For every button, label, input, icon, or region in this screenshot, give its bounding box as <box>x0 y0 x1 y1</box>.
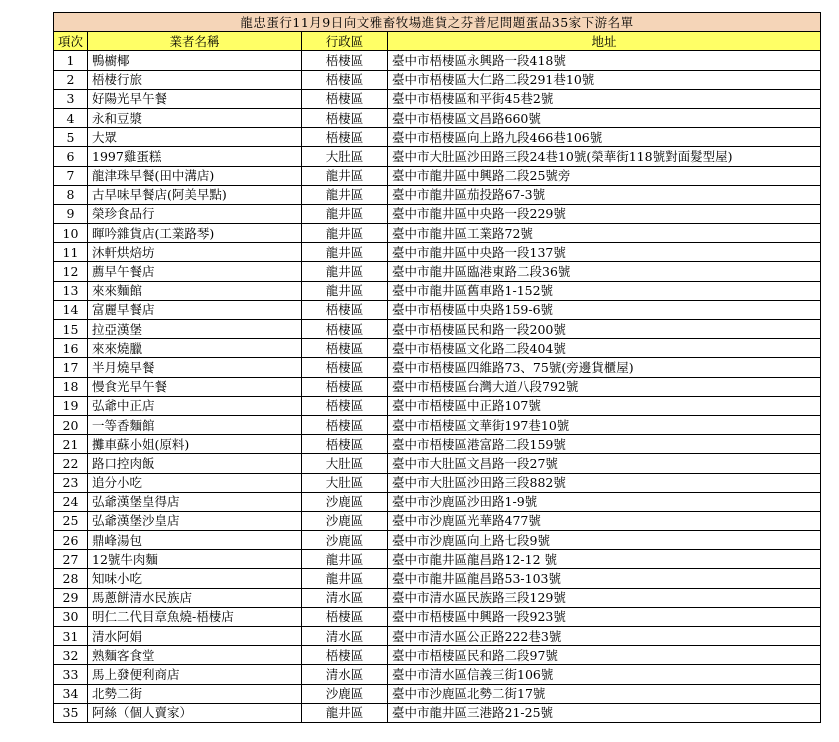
business-name-cell: 來來燒臘 <box>88 339 302 358</box>
row-number-cell: 30 <box>54 607 88 626</box>
business-name-cell: 慢食光早午餐 <box>88 377 302 396</box>
table-row <box>54 128 821 147</box>
table-row <box>54 147 821 166</box>
address-cell: 臺中市梧棲區民和路一段200號 <box>388 320 821 339</box>
address-cell: 臺中市梧棲區港富路二段159號 <box>388 435 821 454</box>
address-cell: 臺中市沙鹿區沙田路1-9號 <box>388 492 821 511</box>
address-cell: 臺中市大肚區沙田路三段24巷10號(榮華街118號對面髮型屋) <box>388 147 821 166</box>
table-row <box>54 262 821 281</box>
row-number-cell: 27 <box>54 550 88 569</box>
district-cell: 龍井區 <box>302 569 388 588</box>
business-name-cell: 拉亞漢堡 <box>88 320 302 339</box>
business-name-cell: 沐軒烘焙坊 <box>88 243 302 262</box>
table-row <box>54 473 821 492</box>
address-cell: 臺中市龍井區中興路二段25號旁 <box>388 166 821 185</box>
district-cell: 梧棲區 <box>302 300 388 319</box>
business-name-cell: 北勢二街 <box>88 684 302 703</box>
address-cell: 臺中市龍井區龍昌路12-12 號 <box>388 550 821 569</box>
row-number-cell: 26 <box>54 531 88 550</box>
row-number-cell: 29 <box>54 588 88 607</box>
address-cell: 臺中市大肚區文昌路一段27號 <box>388 454 821 473</box>
address-cell: 臺中市龍井區中央路一段229號 <box>388 204 821 223</box>
downstream-list-table <box>53 12 821 723</box>
address-cell: 臺中市沙鹿區北勢二街17號 <box>388 684 821 703</box>
row-number-cell: 19 <box>54 396 88 415</box>
row-number-cell: 16 <box>54 339 88 358</box>
business-name-cell: 大眾 <box>88 128 302 147</box>
address-cell: 臺中市梧棲區永興路一段418號 <box>388 51 821 70</box>
business-name-cell: 暉吟雜貨店(工業路琴) <box>88 224 302 243</box>
address-cell: 臺中市清水區信義三街106號 <box>388 665 821 684</box>
district-cell: 龍井區 <box>302 281 388 300</box>
business-name-cell: 12號牛肉麵 <box>88 550 302 569</box>
row-number-cell: 25 <box>54 511 88 530</box>
address-cell: 臺中市清水區民族路三段129號 <box>388 588 821 607</box>
address-cell: 臺中市龍井區工業路72號 <box>388 224 821 243</box>
business-name-cell: 半月燒早餐 <box>88 358 302 377</box>
table-row <box>54 166 821 185</box>
table-row <box>54 435 821 454</box>
district-cell: 龍井區 <box>302 224 388 243</box>
district-cell: 梧棲區 <box>302 320 388 339</box>
district-cell: 梧棲區 <box>302 377 388 396</box>
business-name-cell: 鼎峰湯包 <box>88 531 302 550</box>
district-cell: 大肚區 <box>302 473 388 492</box>
address-cell: 臺中市梧棲區中興路一段923號 <box>388 607 821 626</box>
table-row <box>54 492 821 511</box>
header-row <box>54 32 821 51</box>
district-cell: 梧棲區 <box>302 108 388 127</box>
table-row <box>54 89 821 108</box>
district-cell: 梧棲區 <box>302 435 388 454</box>
table-row <box>54 358 821 377</box>
table-row <box>54 415 821 434</box>
title-row <box>54 13 821 32</box>
table-row <box>54 607 821 626</box>
table-row <box>54 281 821 300</box>
district-cell: 清水區 <box>302 627 388 646</box>
row-number-cell: 34 <box>54 684 88 703</box>
business-name-cell: 追分小吃 <box>88 473 302 492</box>
table-row <box>54 339 821 358</box>
table-row <box>54 684 821 703</box>
row-number-cell: 13 <box>54 281 88 300</box>
district-cell: 龍井區 <box>302 204 388 223</box>
table-row <box>54 569 821 588</box>
district-cell: 龍井區 <box>302 262 388 281</box>
district-cell: 沙鹿區 <box>302 511 388 530</box>
table-row <box>54 108 821 127</box>
table-body <box>54 51 821 723</box>
row-number-cell: 14 <box>54 300 88 319</box>
district-cell: 清水區 <box>302 665 388 684</box>
business-name-cell: 阿絲（個人賣家） <box>88 703 302 722</box>
address-cell: 臺中市龍井區中央路一段137號 <box>388 243 821 262</box>
row-number-cell: 35 <box>54 703 88 722</box>
table-row <box>54 588 821 607</box>
district-cell: 梧棲區 <box>302 396 388 415</box>
address-cell: 臺中市龍井區龍昌路53-103號 <box>388 569 821 588</box>
district-cell: 大肚區 <box>302 454 388 473</box>
business-name-cell: 清水阿娟 <box>88 627 302 646</box>
table-row <box>54 377 821 396</box>
business-name-cell: 攤車蘇小姐(原料) <box>88 435 302 454</box>
business-name-cell: 1997雞蛋糕 <box>88 147 302 166</box>
district-cell: 梧棲區 <box>302 607 388 626</box>
row-number-cell: 11 <box>54 243 88 262</box>
district-cell: 沙鹿區 <box>302 684 388 703</box>
address-cell: 臺中市龍井區茄投路67-3號 <box>388 185 821 204</box>
address-cell: 臺中市梧棲區中正路107號 <box>388 396 821 415</box>
row-number-cell: 3 <box>54 89 88 108</box>
business-name-cell: 弘爺漢堡皇得店 <box>88 492 302 511</box>
address-cell: 臺中市龍井區舊車路1-152號 <box>388 281 821 300</box>
header-address: 地址 <box>388 32 821 51</box>
district-cell: 梧棲區 <box>302 358 388 377</box>
address-cell: 臺中市梧棲區民和路二段97號 <box>388 646 821 665</box>
row-number-cell: 17 <box>54 358 88 377</box>
table-row <box>54 454 821 473</box>
district-cell: 龍井區 <box>302 703 388 722</box>
business-name-cell: 好陽光早午餐 <box>88 89 302 108</box>
address-cell: 臺中市沙鹿區光華路477號 <box>388 511 821 530</box>
table-row <box>54 51 821 70</box>
district-cell: 梧棲區 <box>302 70 388 89</box>
address-cell: 臺中市梧棲區和平街45巷2號 <box>388 89 821 108</box>
table-row <box>54 224 821 243</box>
address-cell: 臺中市梧棲區大仁路二段291巷10號 <box>388 70 821 89</box>
district-cell: 梧棲區 <box>302 89 388 108</box>
address-cell: 臺中市梧棲區文化路二段404號 <box>388 339 821 358</box>
row-number-cell: 10 <box>54 224 88 243</box>
district-cell: 沙鹿區 <box>302 492 388 511</box>
district-cell: 龍井區 <box>302 166 388 185</box>
business-name-cell: 弘爺漢堡沙皇店 <box>88 511 302 530</box>
row-number-cell: 7 <box>54 166 88 185</box>
district-cell: 龍井區 <box>302 185 388 204</box>
business-name-cell: 鴨櫥椰 <box>88 51 302 70</box>
row-number-cell: 4 <box>54 108 88 127</box>
row-number-cell: 33 <box>54 665 88 684</box>
district-cell: 大肚區 <box>302 147 388 166</box>
table-row <box>54 627 821 646</box>
row-number-cell: 22 <box>54 454 88 473</box>
row-number-cell: 1 <box>54 51 88 70</box>
business-name-cell: 古早味早餐店(阿美早點) <box>88 185 302 204</box>
address-cell: 臺中市梧棲區向上路九段466巷106號 <box>388 128 821 147</box>
row-number-cell: 15 <box>54 320 88 339</box>
business-name-cell: 來來麵館 <box>88 281 302 300</box>
table-row <box>54 550 821 569</box>
district-cell: 梧棲區 <box>302 51 388 70</box>
table-row <box>54 703 821 722</box>
district-cell: 龍井區 <box>302 550 388 569</box>
header-district: 行政區 <box>302 32 388 51</box>
row-number-cell: 28 <box>54 569 88 588</box>
table-row <box>54 70 821 89</box>
address-cell: 臺中市梧棲區台灣大道八段792號 <box>388 377 821 396</box>
sheet-title: 龍忠蛋行11月9日向文雅畜牧場進貨之芬普尼問題蛋品35家下游名單 <box>54 13 821 32</box>
business-name-cell: 一等香麵館 <box>88 415 302 434</box>
business-name-cell: 馬上發便利商店 <box>88 665 302 684</box>
district-cell: 梧棲區 <box>302 415 388 434</box>
business-name-cell: 熟麵客食堂 <box>88 646 302 665</box>
business-name-cell: 薦早午餐店 <box>88 262 302 281</box>
row-number-cell: 23 <box>54 473 88 492</box>
address-cell: 臺中市龍井區臨港東路二段36號 <box>388 262 821 281</box>
table-row <box>54 300 821 319</box>
business-name-cell: 知味小吃 <box>88 569 302 588</box>
address-cell: 臺中市清水區公正路222巷3號 <box>388 627 821 646</box>
row-number-cell: 12 <box>54 262 88 281</box>
row-number-cell: 31 <box>54 627 88 646</box>
table-row <box>54 204 821 223</box>
address-cell: 臺中市龍井區三港路21-25號 <box>388 703 821 722</box>
table-row <box>54 646 821 665</box>
table-row <box>54 243 821 262</box>
business-name-cell: 馬蔥餅清水民族店 <box>88 588 302 607</box>
district-cell: 龍井區 <box>302 243 388 262</box>
address-cell: 臺中市大肚區沙田路三段882號 <box>388 473 821 492</box>
header-name: 業者名稱 <box>88 32 302 51</box>
table-row <box>54 396 821 415</box>
row-number-cell: 6 <box>54 147 88 166</box>
row-number-cell: 24 <box>54 492 88 511</box>
address-cell: 臺中市梧棲區文昌路660號 <box>388 108 821 127</box>
row-number-cell: 2 <box>54 70 88 89</box>
address-cell: 臺中市梧棲區四維路73、75號(旁邊貨櫃屋) <box>388 358 821 377</box>
row-number-cell: 8 <box>54 185 88 204</box>
district-cell: 沙鹿區 <box>302 531 388 550</box>
table-row <box>54 511 821 530</box>
row-number-cell: 5 <box>54 128 88 147</box>
district-cell: 梧棲區 <box>302 128 388 147</box>
district-cell: 清水區 <box>302 588 388 607</box>
row-number-cell: 32 <box>54 646 88 665</box>
row-number-cell: 20 <box>54 415 88 434</box>
table-row <box>54 185 821 204</box>
district-cell: 梧棲區 <box>302 339 388 358</box>
district-cell: 梧棲區 <box>302 646 388 665</box>
business-name-cell: 富麗早餐店 <box>88 300 302 319</box>
header-no: 項次 <box>54 32 88 51</box>
business-name-cell: 榮珍食品行 <box>88 204 302 223</box>
business-name-cell: 龍津珠早餐(田中溝店) <box>88 166 302 185</box>
address-cell: 臺中市梧棲區中央路159-6號 <box>388 300 821 319</box>
row-number-cell: 9 <box>54 204 88 223</box>
row-number-cell: 21 <box>54 435 88 454</box>
business-name-cell: 弘爺中正店 <box>88 396 302 415</box>
business-name-cell: 路口控肉飯 <box>88 454 302 473</box>
business-name-cell: 梧棲行旅 <box>88 70 302 89</box>
row-number-cell: 18 <box>54 377 88 396</box>
address-cell: 臺中市梧棲區文華街197巷10號 <box>388 415 821 434</box>
table-row <box>54 320 821 339</box>
business-name-cell: 永和豆漿 <box>88 108 302 127</box>
table-row <box>54 531 821 550</box>
business-name-cell: 明仁二代目章魚燒-梧棲店 <box>88 607 302 626</box>
address-cell: 臺中市沙鹿區向上路七段9號 <box>388 531 821 550</box>
table-row <box>54 665 821 684</box>
